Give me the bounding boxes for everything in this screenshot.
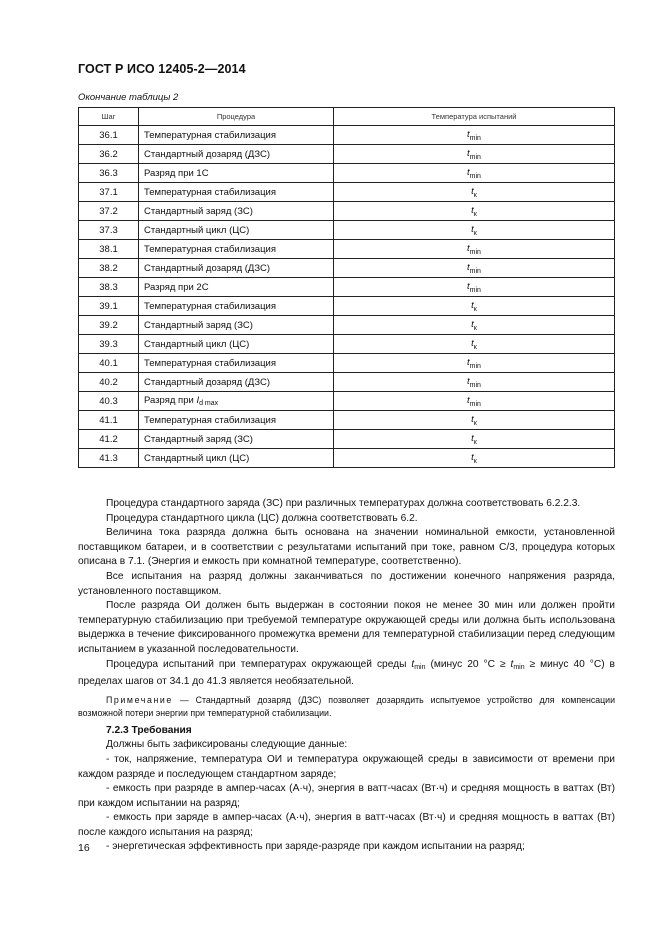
step-cell: 38.3 [79,278,139,297]
standard-title: ГОСТ Р ИСО 12405-2—2014 [78,62,246,76]
step-cell: 37.1 [79,183,139,202]
step-cell: 36.2 [79,145,139,164]
temperature-cell: $t_к$ [334,335,615,354]
temperature-cell: $t_к$ [334,297,615,316]
procedure-cell: Стандартный заряд (ЗС) [139,316,334,335]
temperature-cell: $t_{min}$ [334,240,615,259]
table-header-row [79,108,615,126]
table-row [79,240,615,259]
note-label: Примечание [106,694,173,705]
step-cell: 41.2 [79,430,139,449]
temperature-cell: $t_{min}$ [334,392,615,411]
procedure-cell: Стандартный дозаряд (ДЗС) [139,373,334,392]
paragraph-optional-temps: Процедура испытаний при температурах окружающей среды tmin (минус 20 °С ≥ tmin ≥ минус 40 °С) в пределах шагов от 34.1 до 41.3 является необязательной. [78,658,615,688]
temperature-cell: $t_{min}$ [334,145,615,164]
temperature-cell: $t_{min}$ [334,126,615,145]
temperature-cell: $t_{min}$ [334,373,615,392]
table-row [79,316,615,335]
document-body [78,497,615,855]
paragraph: Величина тока разряда должна быть основана на значении номинальной емкости, установленной поставщиком батареи, и в соответствии с результатами испытаний при токе, равном С/3, процедура которых описана в 7.1. (Энергия и емкость при комнатной температуре, соответственно). [78,527,615,568]
table-row [79,221,615,240]
table-row [79,354,615,373]
step-cell: 38.2 [79,259,139,278]
procedure-table [78,107,615,468]
procedure-cell: Разряд при 2С [139,278,334,297]
temperature-cell: $t_к$ [334,183,615,202]
note [78,694,615,720]
section-heading: 7.2.3 Требования [106,724,192,736]
procedure-cell: Температурная стабилизация [139,126,334,145]
table-caption: Окончание таблицы 2 [78,92,179,103]
paragraph: Процедура стандартного заряда (ЗС) при различных температурах должна соответствовать 6.2.2.3. [106,498,581,509]
step-cell: 41.1 [79,411,139,430]
temperature-cell: $t_{min}$ [334,259,615,278]
step-cell: 38.1 [79,240,139,259]
step-cell: 39.1 [79,297,139,316]
procedure-cell: Температурная стабилизация [139,240,334,259]
procedure-cell: Температурная стабилизация [139,297,334,316]
procedure-cell: Стандартный цикл (ЦС) [139,335,334,354]
table-row [79,430,615,449]
temperature-cell: $t_к$ [334,449,615,468]
step-cell: 39.3 [79,335,139,354]
list-item: - емкость при разряде в ампер-часах (А·ч), энергия в ватт-часах (Вт·ч) и средняя мощность в ваттах (Вт) при каждом испытании на разряд; [78,783,615,809]
procedure-cell: Стандартный заряд (ЗС) [139,430,334,449]
column-header-temperature: Температура испытаний [334,108,615,126]
procedure-cell: Температурная стабилизация [139,411,334,430]
step-cell: 37.2 [79,202,139,221]
table-row [79,335,615,354]
procedure-cell: Температурная стабилизация [139,354,334,373]
procedure-cell: Стандартный цикл (ЦС) [139,449,334,468]
procedure-cell: Стандартный цикл (ЦС) [139,221,334,240]
procedure-cell: Разряд при 1С [139,164,334,183]
temperature-cell: $t_{min}$ [334,278,615,297]
temperature-cell: $t_к$ [334,202,615,221]
table-row [79,164,615,183]
step-cell: 36.1 [79,126,139,145]
table-row [79,392,615,411]
procedure-cell: Разряд при $I_{d max}$ [139,392,334,411]
table-row [79,126,615,145]
table-row [79,183,615,202]
procedure-cell: Температурная стабилизация [139,183,334,202]
paragraph: Процедура стандартного цикла (ЦС) должна соответствовать 6.2. [106,512,418,524]
page-number: 16 [78,842,90,854]
column-header-procedure: Процедура [139,108,334,126]
temperature-cell: $t_{min}$ [334,164,615,183]
table-row [79,373,615,392]
list-item: - энергетическая эффективность при заряде-разряде при каждом испытании на разряд; [106,841,525,853]
temperature-cell: $t_к$ [334,221,615,240]
temperature-cell: $t_к$ [334,316,615,335]
paragraph: После разряда ОИ должен быть выдержан в состоянии покоя не менее 30 мин или должен пройти температурную стабилизацию при требуемой температуре окружающей среды или должна быть использована выдержка в течение фиксированного промежутка времени для температурной стабилизации перед следующим испытанием в указанной последовательности. [78,600,615,655]
table-row [79,278,615,297]
step-cell: 39.2 [79,316,139,335]
temperature-cell: $t_{min}$ [334,354,615,373]
table-row [79,202,615,221]
paragraph: Должны быть зафиксированы следующие данные: [106,739,348,751]
list-item: - емкость при заряде в ампер-часах (А·ч), энергия в ватт-часах (Вт·ч) и средняя мощность в ваттах (Вт) после каждого испытания на разряд; [78,812,615,838]
paragraph: Все испытания на разряд должны заканчиваться по достижении конечного напряжения разряда, установленного поставщиком. [78,570,615,597]
step-cell: 37.3 [79,221,139,240]
list-item: - ток, напряжение, температура ОИ и температура окружающей среды в зависимости от времени при каждом разряде и последующем стандартном заряде; [78,753,615,780]
procedure-cell: Стандартный дозаряд (ДЗС) [139,145,334,164]
step-cell: 36.3 [79,164,139,183]
table-row [79,145,615,164]
step-cell: 41.3 [79,449,139,468]
table-row [79,259,615,278]
step-cell: 40.3 [79,392,139,411]
temperature-cell: $t_к$ [334,430,615,449]
procedure-cell: Стандартный дозаряд (ДЗС) [139,259,334,278]
table-row [79,411,615,430]
temperature-cell: $t_к$ [334,411,615,430]
column-header-step: Шаг [79,108,139,126]
step-cell: 40.2 [79,373,139,392]
step-cell: 40.1 [79,354,139,373]
table-row [79,297,615,316]
note-text: — Стандартный дозаряд (ДЗС) позволяет дозарядить испытуемое устройство для компенсации возможной потери энергии при температурной стабилизации. [78,694,615,718]
table-row [79,449,615,468]
procedure-cell: Стандартный заряд (ЗС) [139,202,334,221]
